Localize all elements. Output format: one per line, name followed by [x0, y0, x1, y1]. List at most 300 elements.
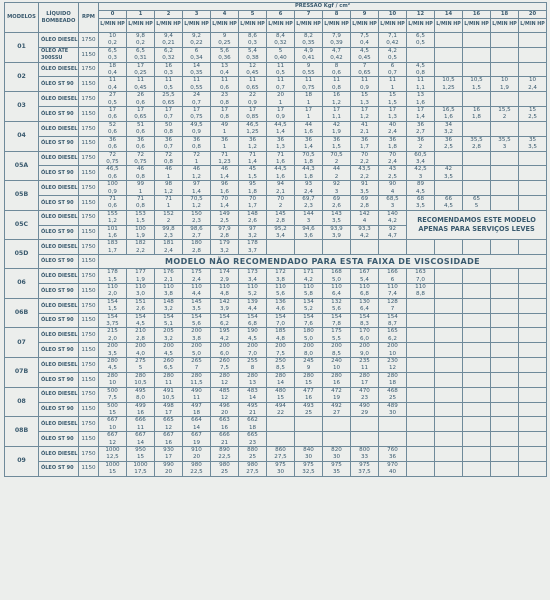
- value-cell: [99, 77, 127, 92]
- model-cell: 05C: [5, 210, 39, 240]
- flow-value: 200: [107, 343, 118, 350]
- hp-value: 2: [166, 218, 171, 225]
- hp-value: 25: [304, 409, 313, 416]
- flow-value: 93,3: [358, 225, 371, 232]
- value-cell: [491, 151, 519, 166]
- pressure-header: 1: [127, 11, 155, 19]
- flow-value: 97: [192, 181, 201, 188]
- value-cell: [295, 372, 323, 387]
- flow-value: 176: [163, 269, 174, 276]
- value-cell: [463, 417, 491, 432]
- flow-value: 500: [107, 387, 118, 394]
- flow-value: 172: [275, 269, 286, 276]
- value-cell: [295, 328, 323, 343]
- rpm-cell: 1150: [79, 432, 99, 447]
- table-row: [5, 432, 547, 447]
- flow-value: 265: [191, 358, 202, 365]
- hp-value: 4,6: [276, 306, 285, 313]
- flow-value: 44,3: [302, 166, 315, 173]
- value-cell: [99, 461, 127, 476]
- flow-value: 154: [191, 313, 202, 320]
- flow-value: 480: [275, 387, 286, 394]
- rpm-cell: 1150: [79, 195, 99, 210]
- value-cell: [491, 269, 519, 284]
- value-cell: [435, 62, 463, 77]
- value-cell: [407, 284, 435, 299]
- value-cell: [463, 195, 491, 210]
- value-cell: [323, 166, 351, 181]
- flow-value: 93,9: [330, 225, 343, 232]
- value-cell: [99, 284, 127, 299]
- hp-value: 6,5: [164, 365, 173, 372]
- value-cell: [491, 432, 519, 447]
- hp-value: 0,8: [164, 129, 173, 136]
- hp-value: 1: [138, 188, 143, 195]
- hp-value: 1,4: [220, 173, 229, 180]
- flow-value: 69: [360, 195, 369, 202]
- value-cell: [155, 240, 183, 255]
- table-row: [5, 240, 547, 255]
- value-cell: [127, 372, 155, 387]
- value-cell: [323, 269, 351, 284]
- value-cell: [239, 387, 267, 402]
- value-cell: [379, 166, 407, 181]
- liquid-cell: ÓLEO ST 90: [39, 372, 79, 387]
- value-cell: [155, 417, 183, 432]
- hp-value: 2,6: [332, 203, 341, 210]
- value-cell: [519, 166, 547, 181]
- value-cell: [435, 77, 463, 92]
- flow-value: 840: [303, 446, 314, 453]
- flow-value: 110: [275, 284, 286, 290]
- flow-value: 154: [331, 313, 342, 320]
- value-cell: [127, 461, 155, 476]
- hp-value: 12,5: [106, 454, 119, 461]
- flow-value: 181: [163, 240, 174, 247]
- value-cell: [239, 107, 267, 122]
- value-cell: [99, 47, 127, 62]
- value-cell: [323, 77, 351, 92]
- pressure-header: 6: [267, 11, 295, 19]
- hp-value: 8,8: [416, 291, 425, 298]
- flow-value: 5,4: [248, 47, 257, 54]
- hp-value: 1,4: [248, 158, 257, 165]
- hp-value: 0,8: [416, 70, 425, 77]
- value-cell: [323, 210, 351, 225]
- value-cell: [407, 387, 435, 402]
- hp-value: 0,9: [108, 188, 117, 195]
- value-cell: [295, 387, 323, 402]
- rpm-cell: 1750: [79, 92, 99, 107]
- value-cell: [127, 402, 155, 417]
- flow-value: 49,5: [190, 121, 203, 128]
- hp-value: 3,2: [164, 306, 173, 313]
- hp-value: 15: [304, 380, 313, 387]
- flow-value: 240: [331, 358, 342, 365]
- flow-value: 9,2: [192, 33, 201, 39]
- pressure-header: 9: [351, 11, 379, 19]
- flow-value: 980: [219, 461, 230, 468]
- flow-value: 70: [220, 195, 229, 202]
- hp-value: 0,7: [164, 114, 173, 121]
- hp-value: 22,5: [190, 469, 203, 476]
- value-cell: [295, 33, 323, 48]
- value-cell: [351, 343, 379, 358]
- hp-value: 27: [332, 409, 341, 416]
- flow-value: 40: [388, 121, 397, 128]
- value-cell: [351, 166, 379, 181]
- flow-value: 235: [359, 358, 370, 365]
- hp-value: 3,2: [220, 247, 229, 254]
- flow-value: 17: [388, 107, 397, 114]
- value-cell: [323, 328, 351, 343]
- hp-value: 16: [332, 380, 341, 387]
- value-cell: [379, 47, 407, 62]
- liquid-cell: ÓLEO ST 90: [39, 166, 79, 181]
- hp-value: 1,5: [108, 276, 117, 283]
- hp-value: 3,4: [416, 158, 425, 165]
- value-cell: [323, 47, 351, 62]
- flow-value: 154: [247, 313, 258, 320]
- flow-value: 200: [191, 328, 202, 335]
- hp-value: 7,0: [248, 350, 257, 357]
- flow-value: 92: [388, 225, 397, 232]
- value-cell: [295, 121, 323, 136]
- hp-value: 0,85: [246, 114, 259, 121]
- value-cell: [435, 195, 463, 210]
- value-cell: [519, 446, 547, 461]
- value-cell: [323, 136, 351, 151]
- hp-value: 1: [278, 99, 283, 106]
- value-cell: [239, 121, 267, 136]
- value-cell: [351, 269, 379, 284]
- value-cell: [295, 92, 323, 107]
- hp-value: 2,7: [192, 232, 201, 239]
- value-cell: [435, 298, 463, 313]
- value-cell: [211, 284, 239, 299]
- hp-value: 2,5: [444, 144, 453, 151]
- table-row: [5, 446, 547, 461]
- flow-value: 180: [191, 240, 202, 247]
- hp-value: 0,55: [190, 84, 203, 91]
- value-cell: [99, 62, 127, 77]
- value-cell: [211, 121, 239, 136]
- value-cell: [267, 33, 295, 48]
- flow-value: 36: [444, 136, 453, 143]
- flow-value: 666: [219, 432, 230, 439]
- value-cell: [463, 358, 491, 373]
- hp-value: 4,5: [444, 203, 453, 210]
- value-cell: [491, 181, 519, 196]
- value-cell: [379, 136, 407, 151]
- flow-value: 96: [220, 181, 229, 188]
- flow-value: 174: [219, 269, 230, 276]
- table-row: [5, 181, 547, 196]
- value-cell: [155, 402, 183, 417]
- value-cell: [519, 107, 547, 122]
- value-cell: [295, 358, 323, 373]
- value-cell: [491, 372, 519, 387]
- flow-value: 70: [276, 195, 285, 202]
- flow-value: 7,1: [388, 33, 397, 39]
- model-cell: 05A: [5, 151, 39, 181]
- hp-value: 2,7: [416, 129, 425, 136]
- flow-value: 72: [136, 151, 145, 158]
- table-row: [5, 313, 547, 328]
- value-cell: [99, 92, 127, 107]
- flow-value: 154: [219, 313, 230, 320]
- flow-value: 280: [387, 372, 398, 379]
- value-cell: [351, 47, 379, 62]
- model-cell: 01: [5, 33, 39, 63]
- value-cell: [127, 136, 155, 151]
- value-cell: [435, 269, 463, 284]
- liquid-cell: ÓLEO ST 90: [39, 402, 79, 417]
- flow-value: 494: [275, 402, 286, 409]
- rpm-cell: 1150: [79, 136, 99, 151]
- value-cell: [183, 151, 211, 166]
- flow-value: 70: [360, 151, 369, 158]
- table-row: [5, 136, 547, 151]
- table-row: [5, 328, 547, 343]
- flow-value: 11: [248, 77, 257, 84]
- hp-value: 2,8: [360, 203, 369, 210]
- hp-value: 17,5: [134, 469, 147, 476]
- flow-value: 1000: [133, 461, 148, 468]
- pressure-header: 0: [99, 11, 127, 19]
- rpm-cell: 1150: [79, 107, 99, 122]
- value-cell: [127, 77, 155, 92]
- flow-value: 280: [219, 372, 230, 379]
- liquid-cell: ÓLEO DIESEL: [39, 151, 79, 166]
- hp-value: 30: [276, 469, 285, 476]
- value-cell: [519, 62, 547, 77]
- hp-value: 15: [108, 469, 117, 476]
- hp-value: 33: [360, 454, 369, 461]
- value-cell: [379, 92, 407, 107]
- liquid-cell: ÓLEO DIESEL: [39, 269, 79, 284]
- hp-value: 0,6: [108, 129, 117, 136]
- flow-value: 990: [163, 461, 174, 468]
- flow-value: 36: [164, 136, 173, 143]
- hp-value: 10,5: [162, 395, 175, 402]
- hp-value: 9: [306, 365, 311, 372]
- hp-value: 4,2: [360, 232, 369, 239]
- hp-value: 8,7: [388, 321, 397, 328]
- value-cell: [183, 33, 211, 48]
- value-cell: [211, 269, 239, 284]
- hp-value: 1,7: [248, 203, 257, 210]
- value-cell: [99, 33, 127, 48]
- value-cell: [99, 151, 127, 166]
- value-cell: [519, 195, 547, 210]
- hp-value: 4,4: [192, 291, 201, 298]
- hp-value: 2,1: [164, 276, 173, 283]
- flow-value: 495: [135, 387, 146, 394]
- hp-value: 30: [304, 454, 313, 461]
- hp-value: 1: [390, 84, 395, 91]
- value-cell: [183, 225, 211, 240]
- value-cell: [127, 151, 155, 166]
- value-cell: [155, 298, 183, 313]
- hp-value: 2,0: [108, 291, 117, 298]
- hp-value: 2,0: [108, 335, 117, 342]
- value-cell: [435, 372, 463, 387]
- model-cell: 06B: [5, 298, 39, 328]
- value-cell: [239, 372, 267, 387]
- value-cell: [295, 181, 323, 196]
- hp-value: 1,25: [442, 84, 455, 91]
- value-cell: [267, 92, 295, 107]
- pressure-header: 8: [323, 11, 351, 19]
- hp-value: 2: [334, 173, 339, 180]
- value-cell: [127, 387, 155, 402]
- hp-value: 1,4: [192, 188, 201, 195]
- flow-value: 11: [108, 77, 117, 84]
- value-cell: [463, 446, 491, 461]
- value-cell: [435, 240, 463, 255]
- hp-value: 0,9: [360, 84, 369, 91]
- table-row: [5, 417, 547, 432]
- hp-value: 16: [304, 395, 313, 402]
- rpm-cell: 1750: [79, 210, 99, 225]
- value-cell: [239, 136, 267, 151]
- value-cell: [463, 121, 491, 136]
- flow-value: 51: [136, 121, 145, 128]
- flow-value: 280: [107, 358, 118, 365]
- value-cell: [127, 47, 155, 62]
- flow-value: 860: [275, 446, 286, 453]
- value-cell: [211, 446, 239, 461]
- hp-value: 20: [164, 469, 173, 476]
- value-cell: [99, 328, 127, 343]
- value-cell: [407, 417, 435, 432]
- value-cell: [379, 77, 407, 92]
- flow-value: 167: [359, 269, 370, 276]
- hp-value: 0,75: [106, 158, 119, 165]
- liquid-cell: ÓLEO DIESEL: [39, 92, 79, 107]
- header-pressao: PRESSÃO Kgf / cm²: [99, 3, 547, 11]
- value-cell: [379, 461, 407, 476]
- unit-header: L/MIN HP: [351, 19, 379, 33]
- table-row: [5, 62, 547, 77]
- value-cell: [127, 328, 155, 343]
- value-cell: [267, 181, 295, 196]
- value-cell: [127, 298, 155, 313]
- value-cell: [351, 432, 379, 447]
- value-cell: [435, 461, 463, 476]
- value-cell: [295, 107, 323, 122]
- value-cell: [323, 121, 351, 136]
- recommendation-note: RECOMENDAMOS ESTE MODELO APENAS PARA SERVIÇOS LEVES: [407, 210, 547, 240]
- hp-value: 2,5: [528, 114, 537, 121]
- value-cell: [519, 269, 547, 284]
- value-cell: [183, 328, 211, 343]
- table-row: [5, 269, 547, 284]
- hp-value: 0,45: [246, 70, 259, 77]
- value-cell: [463, 461, 491, 476]
- hp-value: 0,2: [108, 40, 117, 47]
- hp-value: 3,9: [332, 232, 341, 239]
- flow-value: 110: [303, 284, 314, 290]
- value-cell: [183, 107, 211, 122]
- value-cell: [267, 62, 295, 77]
- flow-value: 91: [360, 181, 369, 188]
- hp-value: 4,5: [136, 321, 145, 328]
- flow-value: 9: [222, 33, 227, 39]
- hp-value: 18: [248, 424, 257, 431]
- flow-value: 491: [163, 387, 174, 394]
- flow-value: 200: [163, 343, 174, 350]
- flow-value: 667: [107, 432, 118, 439]
- flow-value: 910: [191, 446, 202, 453]
- liquid-cell: ÓLEO DIESEL: [39, 328, 79, 343]
- hp-value: 12: [388, 365, 397, 372]
- hp-value: 0,42: [386, 40, 399, 47]
- value-cell: [295, 136, 323, 151]
- value-cell: [267, 195, 295, 210]
- flow-value: 36: [276, 136, 285, 143]
- hp-value: 1,5: [472, 84, 481, 91]
- unit-header: L/MIN HP: [435, 19, 463, 33]
- flow-value: 975: [303, 461, 314, 468]
- value-cell: [99, 195, 127, 210]
- value-cell: [379, 121, 407, 136]
- hp-value: 36: [388, 454, 397, 461]
- hp-value: 1,8: [304, 173, 313, 180]
- value-cell: [491, 62, 519, 77]
- value-cell: [99, 225, 127, 240]
- hp-value: 7,0: [416, 276, 425, 283]
- value-cell: [183, 92, 211, 107]
- liquid-cell: ÓLEO ST 90: [39, 107, 79, 122]
- value-cell: [295, 417, 323, 432]
- value-cell: [519, 298, 547, 313]
- unit-header: L/MIN HP: [127, 19, 155, 33]
- value-cell: [267, 387, 295, 402]
- hp-value: 5,2: [304, 306, 313, 313]
- flow-value: 11: [332, 77, 341, 84]
- hp-value: 7,6: [304, 321, 313, 328]
- value-cell: [351, 107, 379, 122]
- rpm-cell: 1750: [79, 446, 99, 461]
- value-cell: [463, 402, 491, 417]
- flow-value: 35,5: [470, 136, 483, 143]
- flow-value: 155: [107, 210, 118, 217]
- hp-value: 6,0: [220, 350, 229, 357]
- flow-value: 163: [415, 269, 426, 276]
- flow-value: 7,5: [360, 33, 369, 39]
- flow-value: 492: [331, 402, 342, 409]
- liquid-cell: ÓLEO ST 90: [39, 284, 79, 299]
- flow-value: 69,7: [302, 195, 315, 202]
- not-recommended-note: MODELO NÃO RECOMENDADO PARA ESTA FAIXA DE VISCOSIDADE: [99, 255, 547, 269]
- value-cell: [99, 240, 127, 255]
- flow-value: 975: [275, 461, 286, 468]
- hp-value: 8,5: [276, 365, 285, 372]
- hp-value: 0,8: [220, 114, 229, 121]
- value-cell: [435, 343, 463, 358]
- flow-value: 110: [107, 284, 118, 290]
- hp-value: 5,6: [276, 291, 285, 298]
- hp-value: 25: [220, 469, 229, 476]
- table-row: [5, 255, 547, 269]
- flow-value: 36: [360, 136, 369, 143]
- hp-value: 25: [388, 395, 397, 402]
- table-row: [5, 284, 547, 299]
- hp-value: 32,5: [302, 469, 315, 476]
- value-cell: [407, 166, 435, 181]
